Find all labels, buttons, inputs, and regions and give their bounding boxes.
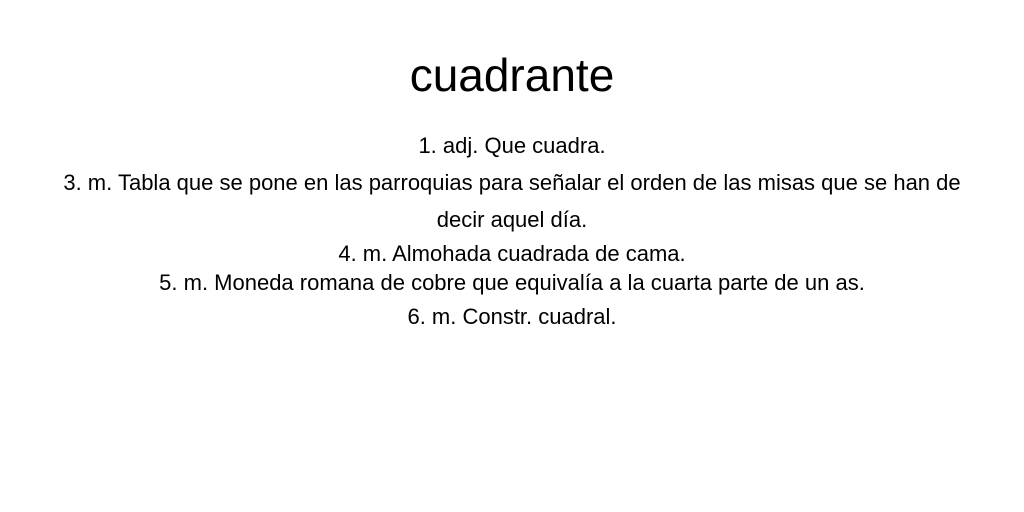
definition-list [50,128,974,341]
definition-item: 1. adj. Que cuadra. [418,133,606,158]
definition-item: 5. m. Moneda romana de cobre que equivalía a la cuarta parte de un as. [159,270,865,295]
headword-title: cuadrante [409,49,615,101]
definition-item: 6. m. Constr. cuadral. [407,304,617,329]
definition-item: 3. m. Tabla que se pone en las parroquias para señalar el orden de las misas que se han de decir aquel día. [63,170,961,232]
definition-item: 4. m. Almohada cuadrada de cama. [338,241,686,266]
